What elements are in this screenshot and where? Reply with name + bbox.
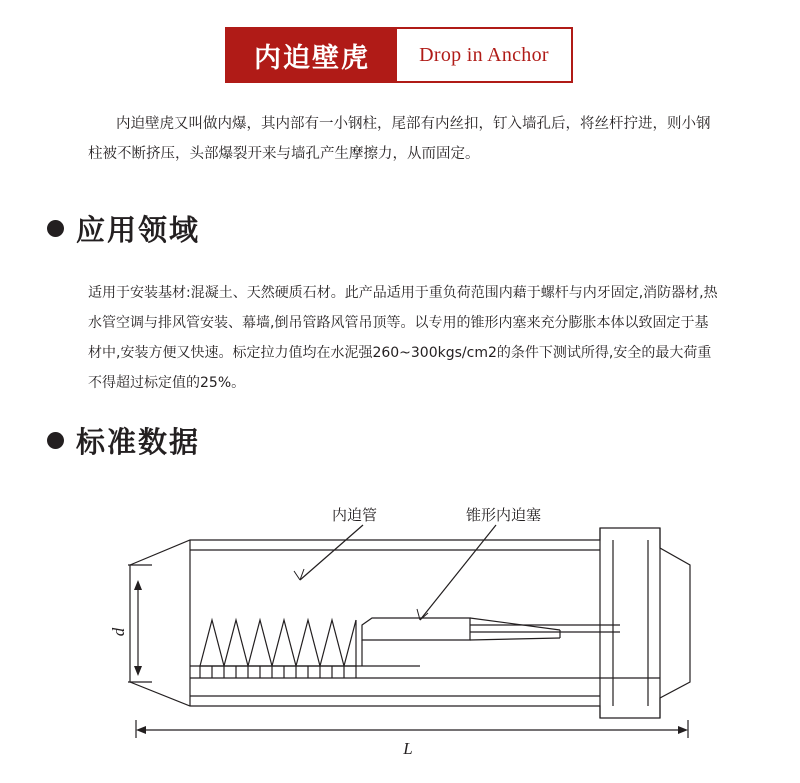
drawing-svg (0, 470, 800, 770)
dimension-label-d: d (109, 627, 128, 637)
bullet-dot-icon (47, 432, 64, 449)
title-banner (225, 27, 573, 83)
title-en-box (397, 29, 571, 81)
section-heading-standard-data (47, 420, 200, 461)
section-title-application: 应用领域 (76, 213, 201, 247)
application-body-text: 适用于安装基材:混凝土、天然硬质石材。此产品适用于重负荷范围内藉于螺杆与内牙固定,消防器材,热水管空调与排风管安装、幕墙,倒吊管路风管吊顶等。以专用的锥形内塞来充分膨胀本体以致固定于基材中,安装方便又快速。标定拉力值均在水泥强260~300kgs/cm2的条件下测试所得,安全的最大荷重不得超过标定值的25%。 (88, 285, 718, 392)
dimension-label-L: L (403, 739, 413, 758)
intro-paragraph: 内迫壁虎又叫做内爆，其内部有一小钢柱，尾部有内丝扣，钉入墙孔后，将丝杆拧进，则小钢柱被不断挤压，头部爆裂开来与墙孔产生摩擦力，从而固定。 (88, 116, 711, 162)
callout-label-cone-plug: 锥形内迫塞 (466, 506, 542, 524)
callout-label-tube: 内迫管 (332, 506, 378, 524)
section-title-standard-data: 标准数据 (76, 425, 201, 459)
title-english: Drop in Anchor (419, 43, 549, 66)
title-chinese: 内迫壁虎 (254, 42, 370, 74)
title-cn-box (227, 29, 397, 81)
bullet-dot-icon (47, 220, 64, 237)
anchor-technical-drawing (0, 470, 800, 770)
section-heading-application (47, 208, 200, 249)
